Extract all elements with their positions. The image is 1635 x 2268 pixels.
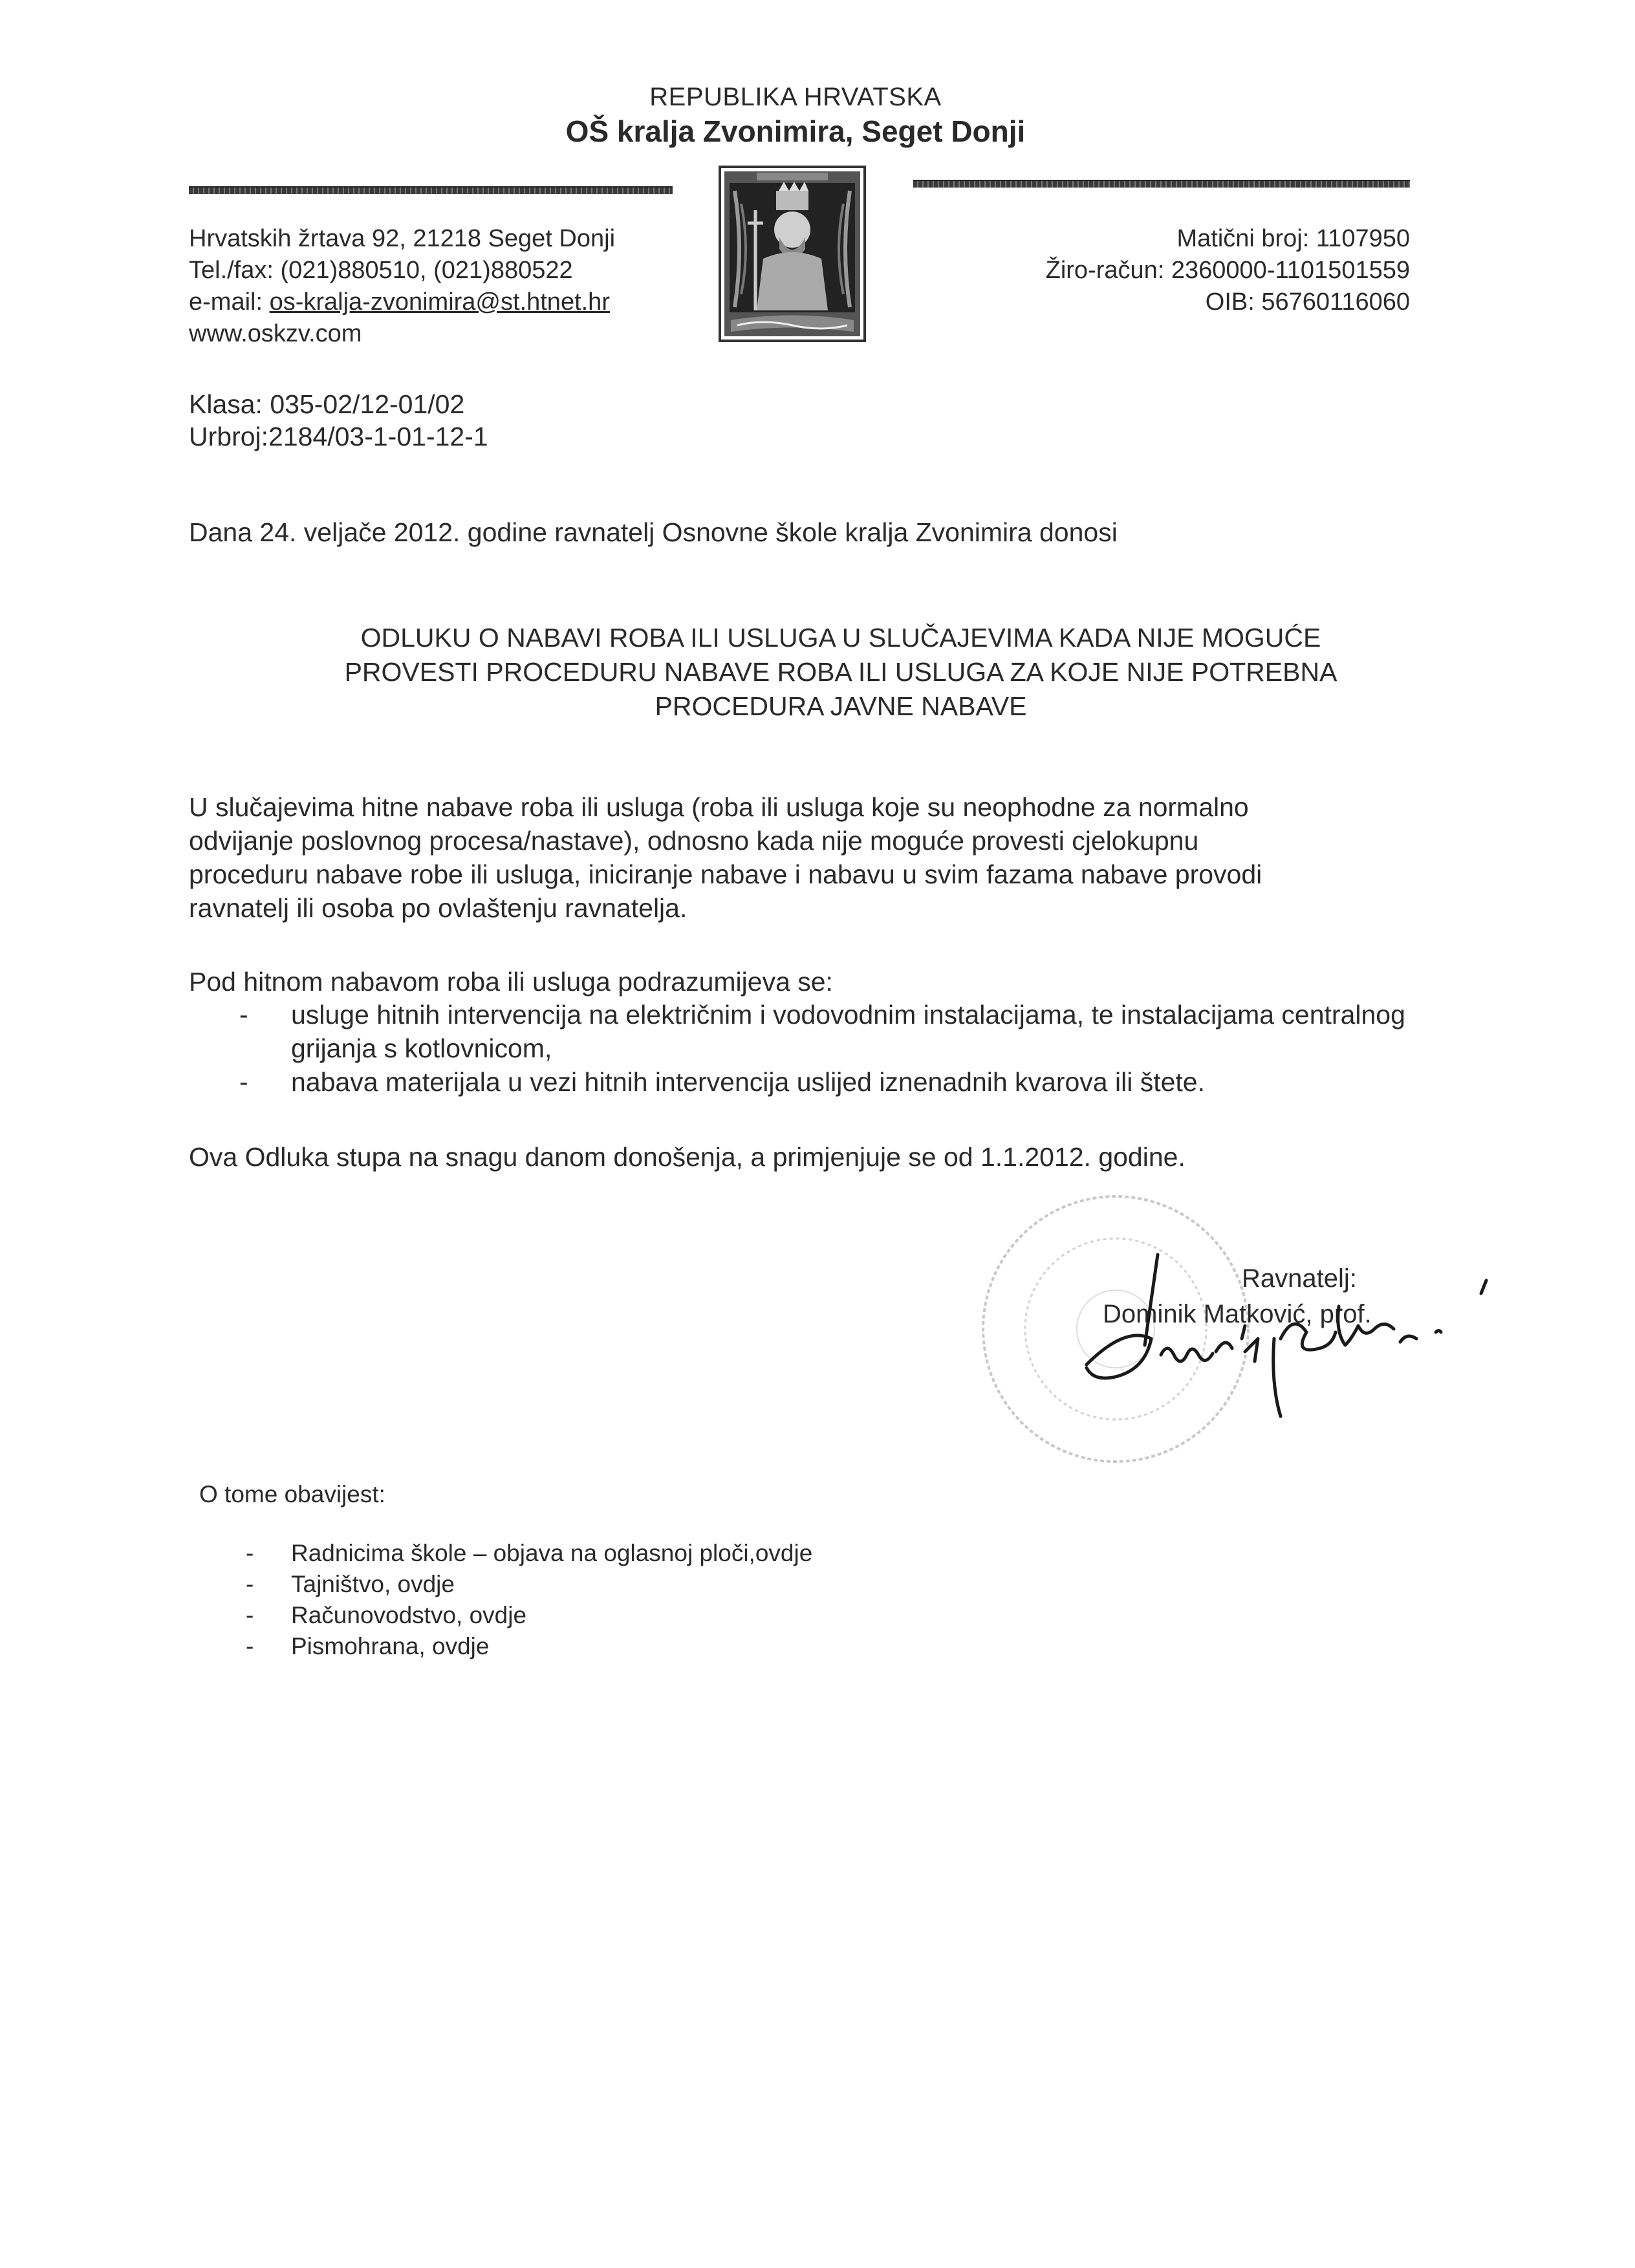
distribution-list <box>246 1538 812 1662</box>
school-email-line <box>189 286 615 318</box>
school-website[interactable]: www.oskzv.com <box>189 320 362 347</box>
list-item-text: nabava materijala u vezi hitnih intervencija uslijed iznenadnih kvarova ili štete. <box>291 1067 1205 1097</box>
list-item <box>246 1600 812 1631</box>
reference-block <box>189 388 488 453</box>
school-address: Hrvatskih žrtava 92, 21218 Seget Donji <box>189 225 616 252</box>
decision-title <box>129 621 1552 724</box>
paragraph-line: proceduru nabave robe ili usluga, iniciranje nabave i nabavu u svim fazama nabave provodi <box>189 859 1262 889</box>
registration-ids <box>938 223 1410 318</box>
school-crest-logo <box>718 165 867 343</box>
dash-bullet: - <box>246 1540 254 1566</box>
dash-bullet: - <box>246 1602 254 1628</box>
klasa: Klasa: 035-02/12-01/02 <box>189 389 465 419</box>
list-item-text: Tajništvo, ovdje <box>291 1571 455 1597</box>
oib-number: OIB: 56760116060 <box>1205 288 1410 316</box>
intro-sentence: Dana 24. veljače 2012. godine ravnatelj Osnovne škole kralja Zvonimira donosi <box>189 517 1118 547</box>
list-item <box>239 1065 1416 1099</box>
list-item <box>239 998 1416 1065</box>
email-link[interactable]: os-kralja-zvonimira@st.htnet.hr <box>269 288 610 316</box>
country-heading: REPUBLIKA HRVATSKA <box>649 83 942 111</box>
list-item-text: Radnicima škole – objava na oglasnoj ploči,ovdje <box>291 1540 813 1566</box>
list-item-text: Računovodstvo, ovdje <box>291 1602 527 1628</box>
list-item <box>246 1538 812 1569</box>
contact-block <box>189 223 615 350</box>
list-item <box>246 1569 812 1600</box>
registration-number: Matični broj: 1107950 <box>1176 225 1410 252</box>
title-line: ODLUKU O NABAVI ROBA ILI USLUGA U SLUČAJEVIMA KADA NIJE MOGUĆE <box>360 623 1321 653</box>
urbroj: Urbroj:2184/03-1-01-12-1 <box>189 422 488 451</box>
signatory-role: Ravnatelj: <box>1242 1264 1357 1293</box>
paragraph-line: odvijanje poslovnog procesa/nastave), odnosno kada nije moguće provesti cjelokupnu <box>189 826 1199 856</box>
bank-account: Žiro-račun: 2360000-1101501559 <box>1045 257 1410 284</box>
paragraph-line: ravnatelj ili osoba po ovlaštenju ravnatelja. <box>189 893 688 923</box>
dash-bullet: - <box>239 1067 248 1097</box>
school-name: OŠ kralja Zvonimira, Seget Donji <box>565 114 1026 148</box>
signatory-name: Dominik Matković, prof. <box>1103 1300 1372 1328</box>
paragraph-urgent-procurement <box>189 790 1418 925</box>
paragraph-definition: Pod hitnom nabavom roba ili usluga podrazumijeva se: <box>189 967 833 997</box>
dash-bullet: - <box>239 1000 248 1030</box>
header-divider-right <box>913 180 1410 188</box>
list-item-text: Pismohrana, ovdje <box>291 1633 490 1659</box>
notification-label: O tome obavijest: <box>199 1481 385 1507</box>
dash-bullet: - <box>246 1633 254 1659</box>
school-phone: Tel./fax: (021)880510, (021)880522 <box>189 257 573 284</box>
list-item-text: usluge hitnih intervencija na električnim i vodovodnim instalacijama, te instalacijama centralnog grijanja s kotlovnicom, <box>291 1000 1405 1063</box>
urgent-items-list <box>239 998 1416 1099</box>
paragraph-effective-date: Ova Odluka stupa na snagu danom donošenja, a primjenjuje se od 1.1.2012. godine. <box>189 1142 1186 1172</box>
header-divider-left <box>189 186 673 194</box>
list-item <box>246 1631 812 1662</box>
title-line: PROVESTI PROCEDURU NABAVE ROBA ILI USLUGA ZA KOJE NIJE POTREBNA <box>344 657 1337 687</box>
paragraph-line: U slučajevima hitne nabave roba ili usluga (roba ili usluga koje su neophodne za normalno <box>189 792 1249 822</box>
dash-bullet: - <box>246 1571 254 1597</box>
handwritten-signature <box>1048 1242 1500 1429</box>
title-line: PROCEDURA JAVNE NABAVE <box>655 691 1027 721</box>
email-prefix: e-mail: <box>189 288 270 316</box>
